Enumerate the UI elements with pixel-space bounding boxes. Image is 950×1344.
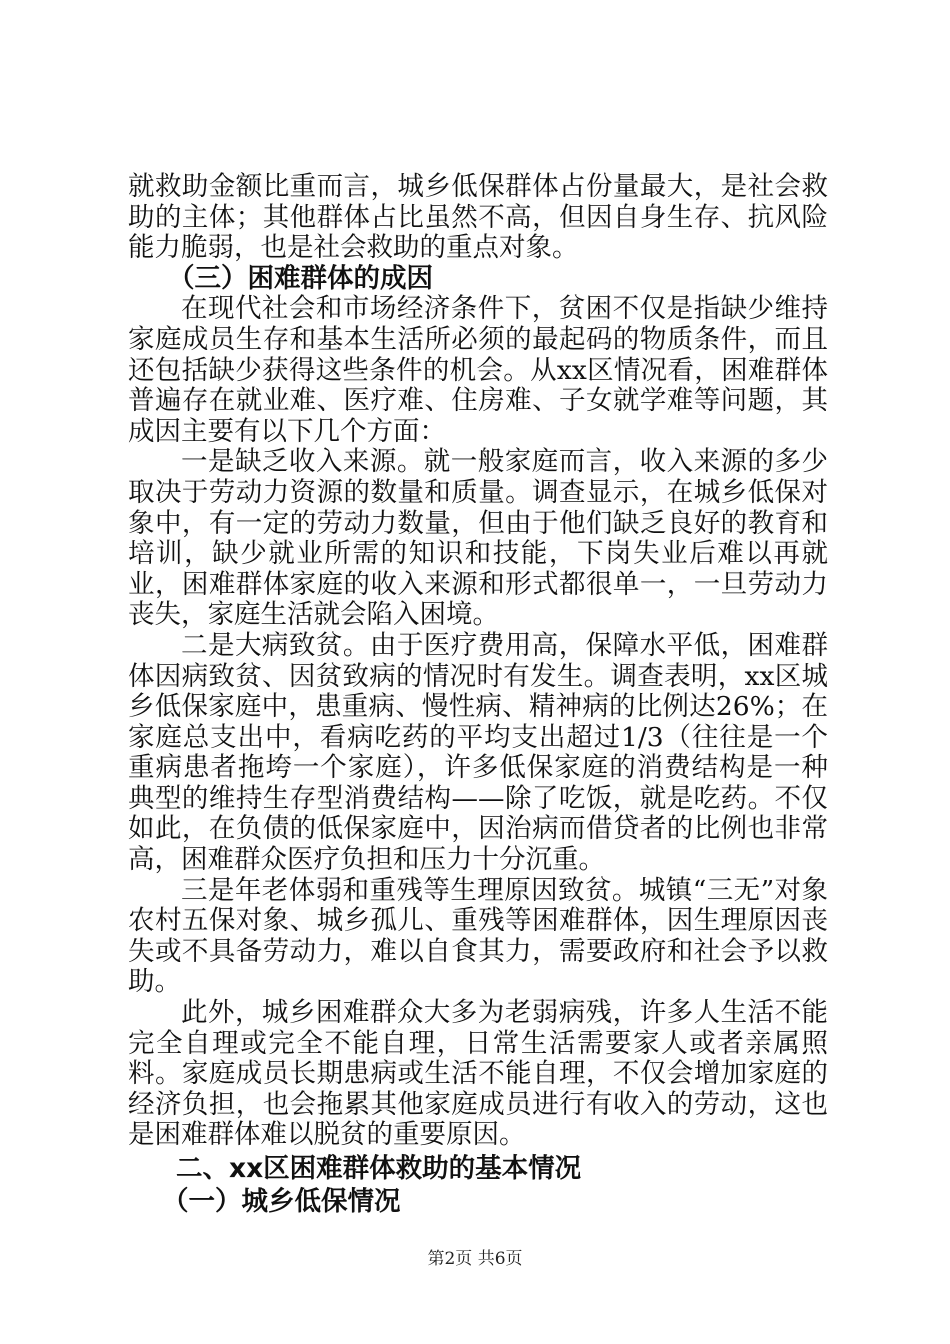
body-paragraph: 在现代社会和市场经济条件下，贫困不仅是指缺少维持家庭成员生存和基本生活所必须的最起码的物质条件，而且还包括缺少获得这些条件的机会。从xx区情况看，困难群体普遍存在就业难、医疗难、住房难、子女就学难等问题，其成因主要有以下几个方面： (128, 293, 828, 447)
document-body (128, 172, 828, 1217)
body-paragraph: 二是大病致贫。由于医疗费用高，保障水平低，困难群体因病致贫、因贫致病的情况时有发生。调查表明，xx区城乡低保家庭中，患重病、慢性病、精神病的比例达26%；在家庭总支出中，看病吃药的平均支出超过1/3（往往是一个重病患者拖垮一个家庭），许多低保家庭的消费结构是一种典型的维持生存型消费结构——除了吃饭，就是吃药。不仅如此，在负债的低保家庭中，因治病而借贷者的比例也非常高，困难群众医疗负担和压力十分沉重。 (128, 629, 828, 876)
body-paragraph: 一是缺乏收入来源。就一般家庭而言，收入来源的多少取决于劳动力资源的数量和质量。调查显示，在城乡低保对象中，有一定的劳动力数量，但由于他们缺乏良好的教育和培训，缺少就业所需的知识和技能，下岗失业后难以再就业，困难群体家庭的收入来源和形式都很单一，一旦劳动力丧失，家庭生活就会陷入困境。 (128, 446, 828, 631)
body-paragraph: 就救助金额比重而言，城乡低保群体占份量最大，是社会救助的主体；其他群体占比虽然不高，但因自身生存、抗风险能力脆弱，也是社会救助的重点对象。 (128, 171, 828, 264)
chapter-heading: 二、xx区困难群体救助的基本情况 (176, 1153, 582, 1184)
body-paragraph: 此外，城乡困难群众大多为老弱病残，许多人生活不能完全自理或完全不能自理，日常生活需要家人或者亲属照料。家庭成员长期患病或生活不能自理，不仅会增加家庭的经济负担，也会拖累其他家庭成员进行有收入的劳动，这也是困难群体难以脱贫的重要原因。 (128, 997, 828, 1151)
section-heading: （一）城乡低保情况 (162, 1185, 401, 1217)
body-paragraph: 三是年老体弱和重残等生理原因致贫。城镇“三无”对象农村五保对象、城乡孤儿、重残等困难群体，因生理原因丧失或不具备劳动力，难以自食其力，需要政府和社会予以救助。 (128, 874, 828, 998)
page-footer: 第2页 共6页 (427, 1249, 523, 1269)
section-heading: （三）困难群体的成因 (168, 262, 433, 294)
